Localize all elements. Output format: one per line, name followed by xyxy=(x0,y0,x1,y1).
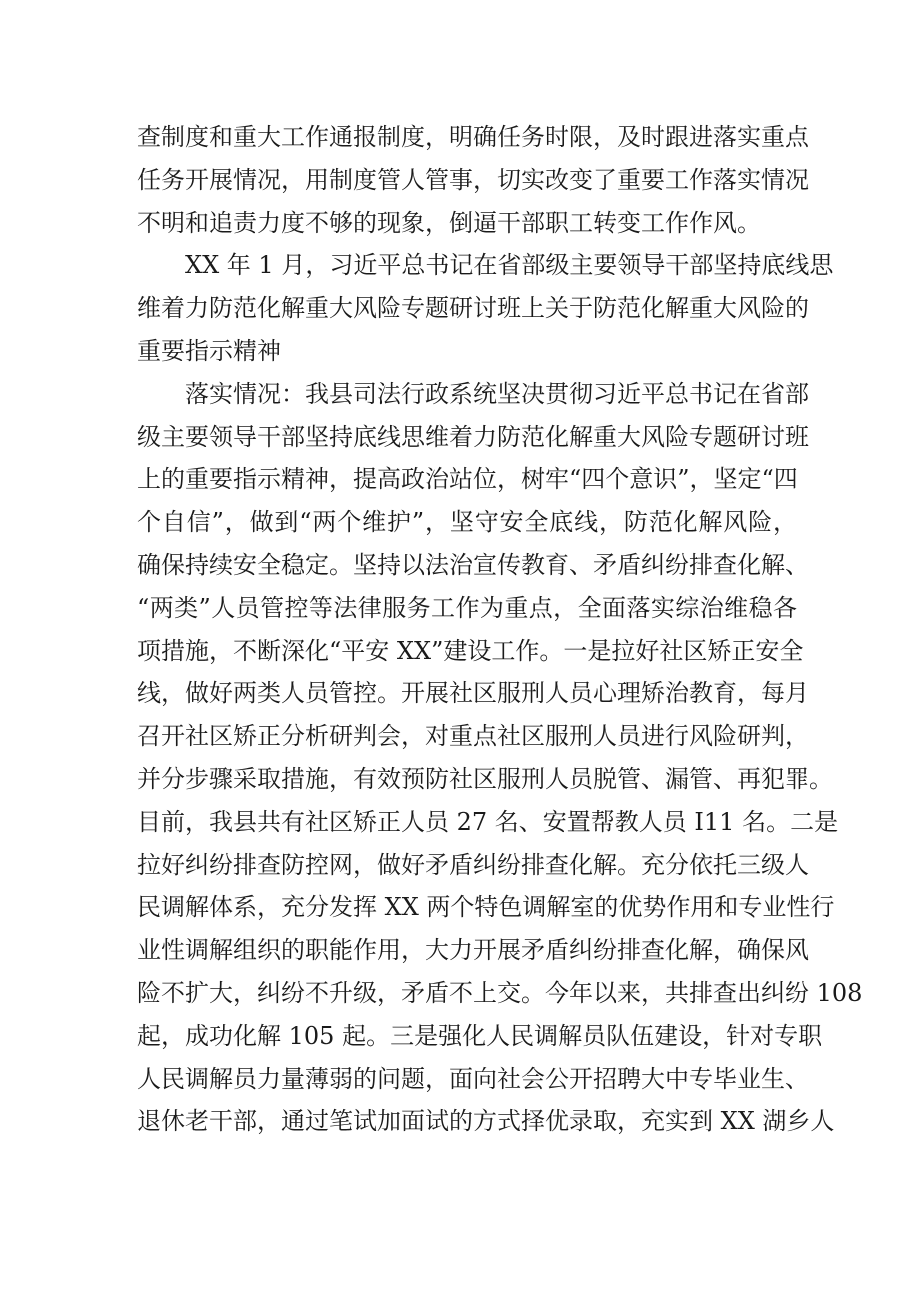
text-line: 险不扩大，纠纷不升级，矛盾不上交。今年以来，共排查出纠纷 108 xyxy=(137,978,863,1007)
text-line: 确保持续安全稳定。坚持以法治宣传教育、矛盾纠纷排查化解、 xyxy=(137,550,809,579)
text-line: 个自信”，做到“两个维护”，坚守安全底线，防范化解风险， xyxy=(137,508,797,537)
text-line: 不明和追责力度不够的现象，倒逼干部职工转变工作作风。 xyxy=(137,208,761,237)
text-line: 并分步骤采取措施，有效预防社区服刑人员脱管、漏管、再犯罪。 xyxy=(137,764,833,793)
text-line: 项措施，不断深化“平安 XX”建设工作。一是拉好社区矫正安全 xyxy=(137,636,804,665)
text-line: 民调解体系，充分发挥 XX 两个特色调解室的优势作用和专业性行 xyxy=(137,893,835,922)
text-line: 级主要领导干部坚持底线思维着力防范化解重大风险专题研讨班 xyxy=(137,422,809,451)
text-line: 起，成功化解 105 起。三是强化人民调解员队伍建设，针对专职 xyxy=(137,1021,823,1050)
text-line: 退休老干部，通过笔试加面试的方式择优录取，充实到 XX 湖乡人 xyxy=(137,1107,835,1136)
text-line: 业性调解组织的职能作用，大力开展矛盾纠纷排查化解，确保风 xyxy=(137,936,809,965)
text-line: 拉好纠纷排查防控网，做好矛盾纠纷排查化解。充分依托三级人 xyxy=(137,850,809,879)
text-line: 任务开展情况，用制度管人管事，切实改变了重要工作落实情况 xyxy=(137,165,809,194)
document-body xyxy=(137,116,863,1143)
text-line: 目前，我县共有社区矫正人员 27 名、安置帮教人员 I11 名。二是 xyxy=(137,807,839,836)
text-line: XX 年 1 月，习近平总书记在省部级主要领导干部坚持底线思 xyxy=(185,251,834,280)
text-line: 落实情况：我县司法行政系统坚决贯彻习近平总书记在省部 xyxy=(185,379,809,408)
text-line: “两类”人员管控等法律服务工作为重点，全面落实综治维稳各 xyxy=(137,593,797,622)
text-line: 查制度和重大工作通报制度，明确任务时限，及时跟进落实重点 xyxy=(137,123,809,151)
text-line: 线，做好两类人员管控。开展社区服刑人员心理矫治教育，每月 xyxy=(137,679,809,708)
text-line: 重要指示精神 xyxy=(137,336,281,365)
text-line: 人民调解员力量薄弱的问题，面向社会公开招聘大中专毕业生、 xyxy=(137,1064,809,1093)
text-line: 维着力防范化解重大风险专题研讨班上关于防范化解重大风险的 xyxy=(137,294,809,323)
text-line: 上的重要指示精神，提高政治站位，树牢“四个意识”，坚定“四 xyxy=(137,465,798,494)
text-line: 召开社区矫正分析研判会，对重点社区服刑人员进行风险研判， xyxy=(137,722,809,751)
